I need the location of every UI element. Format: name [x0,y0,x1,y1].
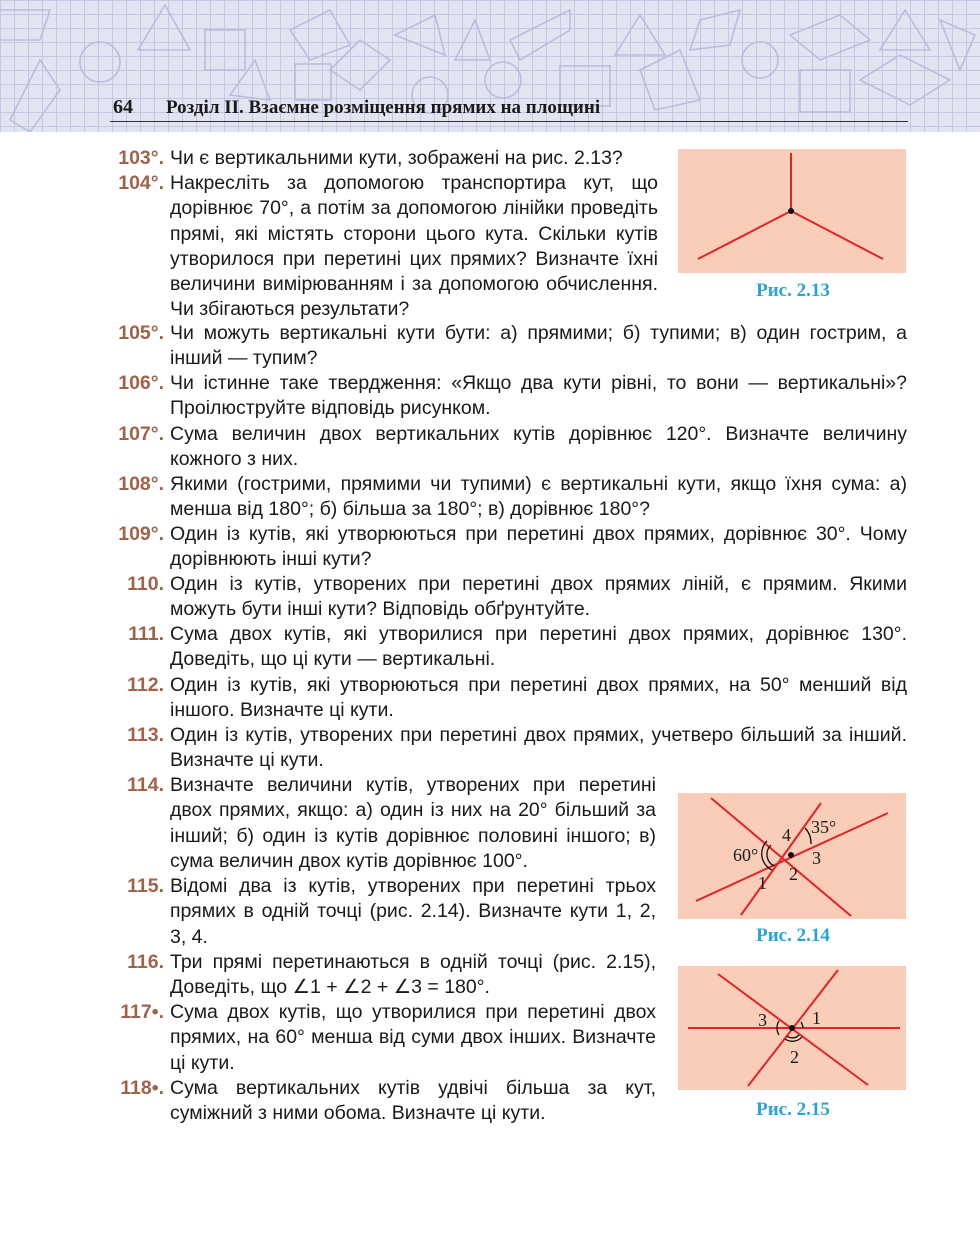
caption-2-13: Рис. 2.13 [756,280,830,301]
problem-106 [106,371,906,423]
problem-number: 116. [127,951,164,973]
vertex-point [789,1025,795,1031]
problem-text: Один із кутів, які утворюються при перетині двох прямих, на 50° менший від іншого. Визначте ці кути. [170,674,907,722]
problem-104 [106,171,658,323]
problem-number: 104°. [118,172,164,194]
problem-text: Один із кутів, які утворюються при перетині двох прямих, дорівнює 30°. Чому дорівнюють інші кути? [170,523,907,571]
problem-118 [106,1076,656,1128]
problem-108 [106,472,906,524]
ray-right [791,211,883,259]
problem-text: Сума двох кутів, що утворилися при перетині двох прямих, на 60° менша від суми двох інших. Визначте ці кути. [170,1001,656,1074]
problem-text: Чи є вертикальними кути, зображені на рис. 2.13? [170,147,623,169]
header-band [0,0,980,132]
problem-107 [106,422,906,474]
problem-text: Відомі два із кутів, утворених при перетині трьох прямих в одній точці (рис. 2.14). Визначте кути 1, 2, 3, 4. [170,875,656,948]
problem-text: Чи можуть вертикальні кути бути: а) прямими; б) тупими; в) один гострим, а інший — тупим? [170,322,907,370]
problem-number: 107°. [118,423,164,445]
figure-2-15 [678,966,906,1090]
problem-105 [106,321,906,373]
figure-2-13-drawing [678,149,906,273]
problem-number: 117•. [120,1001,164,1023]
problem-117 [106,1000,656,1078]
line-a [711,798,851,916]
problem-113 [106,723,906,775]
problem-number: 105°. [118,322,164,344]
problem-number: 115. [127,875,164,897]
label-2: 2 [789,864,798,884]
problem-number: 103°. [118,147,164,169]
label-3: 3 [812,848,821,868]
figure-2-15-drawing [678,966,906,1090]
page-number: 64 [113,96,133,118]
problem-number: 106°. [118,372,164,394]
problem-number: 111. [128,623,164,645]
vertex-point [788,852,794,858]
problem-116 [106,950,656,1002]
problem-115 [106,874,656,952]
label-1: 1 [758,873,767,893]
chapter-title: Розділ ІІ. Взаємне розміщення прямих на площині [166,97,601,118]
problem-text: Накресліть за допомогою транспортира кут, що дорівнює 70°, а потім за допомогою лінійки проведіть прямі, які містять сторони цього кута. Скільки кутів утворилося при перетині цих прямих? Визначте їхні величини вимірюванням і за допомогою обчислення. Чи збігаються результати? [170,172,658,321]
caption-2-15: Рис. 2.15 [756,1099,830,1120]
label-35: 35° [811,817,837,837]
label-1: 1 [812,1008,821,1028]
problem-112 [106,673,906,725]
problem-text: Сума вертикальних кутів удвічі більша за кут, суміжний з ними обома. Визначте ці кути. [170,1077,656,1125]
problem-110 [106,572,906,624]
problem-number: 118•. [120,1077,164,1099]
problem-text: Один із кутів, утворених при перетині двох прямих, учетверо більший за інший. Визначте ці кути. [170,724,907,772]
problem-text: Сума величин двох вертикальних кутів дорівнює 120°. Визначте величину кожного з них. [170,423,907,471]
problem-number: 113. [127,724,164,746]
problem-text: Один із кутів, утворених при перетині двох прямих ліній, є прямим. Якими можуть бути інші кути? Відповідь обґрунтуйте. [170,573,907,621]
label-4: 4 [782,825,791,845]
problem-number: 109°. [118,523,164,545]
caption-2-14: Рис. 2.14 [756,925,830,946]
problem-text: Якими (гострими, прямими чи тупими) є вертикальні кути, якщо їхня сума: а) менша від 180°; б) більша за 180°; в) дорівнює 180°? [170,473,907,521]
problem-111 [106,622,906,674]
problem-103 [106,146,654,172]
problem-109 [106,522,906,574]
figure-2-13 [678,149,906,273]
ray-left [698,211,791,259]
problem-number: 108°. [118,473,164,495]
vertex-point [788,208,794,214]
label-2: 2 [790,1047,799,1067]
problem-text: Чи істинне таке твердження: «Якщо два кути рівні, то вони — вертикальні»? Проілюструйте відповідь рисунком. [170,372,907,420]
problem-text: Визначте величини кутів, утворених при перетині двох прямих, якщо: а) один із них на 20° більший за інший; б) один із кутів дорівнює половині іншого; в) сума величин двох кутів дорівнює 100°. [170,774,656,872]
label-60: 60° [733,845,759,865]
problem-text: Сума двох кутів, які утворилися при перетині двох прямих, дорівнює 130°. Доведіть, що ці кути — вертикальні. [170,623,907,671]
problem-114 [106,773,656,875]
problem-number: 112. [127,674,164,696]
problem-number: 110. [127,573,164,595]
problem-text: Три прямі перетинаються в одній точці (рис. 2.15), Доведіть, що ∠1 + ∠2 + ∠3 = 180°. [170,951,656,999]
figure-2-14 [678,793,906,919]
label-3: 3 [758,1010,767,1030]
problem-number: 114. [127,774,164,796]
arc-2-inner [787,1035,799,1038]
header-rule [110,121,908,122]
figure-2-14-drawing [678,793,906,919]
